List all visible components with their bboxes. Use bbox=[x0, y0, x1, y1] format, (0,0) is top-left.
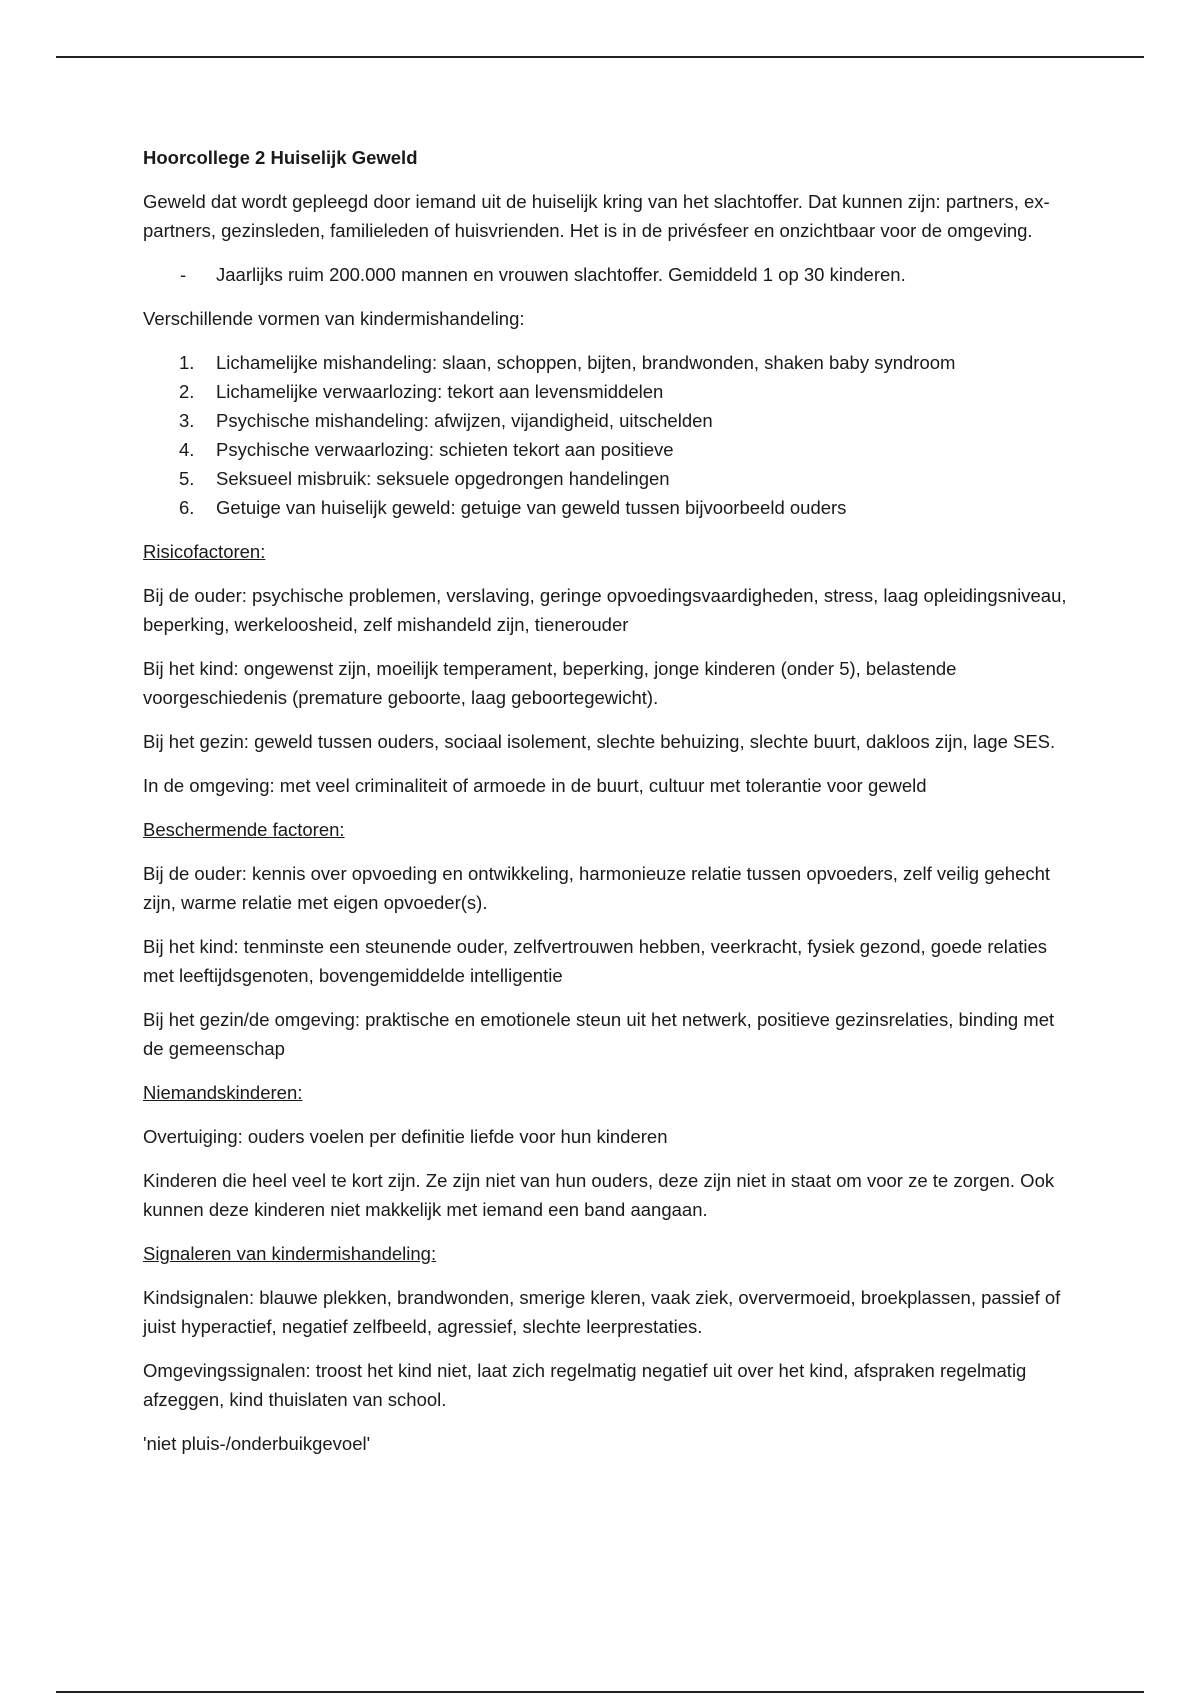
dash-bullet: - bbox=[180, 264, 187, 285]
list-item bbox=[143, 348, 1073, 377]
list-number: 1. bbox=[179, 352, 195, 373]
section-heading-risk: Risicofactoren: bbox=[143, 541, 266, 562]
list-number: 6. bbox=[179, 497, 195, 518]
intro-paragraph: Geweld dat wordt gepleegd door iemand uit de huiselijk kring van het slachtoffer. Dat kunnen zijn: partners, ex-partners, gezinsleden, familieleden of huisvrienden. Het is in de privésfeer en onzichtbaar voor de omgeving. bbox=[143, 191, 1050, 241]
section-heading-niemandskinderen: Niemandskinderen: bbox=[143, 1082, 303, 1103]
header-rule bbox=[56, 56, 1144, 58]
bullet-list bbox=[143, 260, 1073, 289]
list-item-text: Lichamelijke mishandeling: slaan, schoppen, bijten, brandwonden, shaken baby syndroom bbox=[216, 352, 956, 373]
list-item-text: Getuige van huiselijk geweld: getuige van geweld tussen bijvoorbeeld ouders bbox=[216, 497, 847, 518]
list-item-text: Jaarlijks ruim 200.000 mannen en vrouwen slachtoffer. Gemiddeld 1 op 30 kinderen. bbox=[216, 264, 906, 285]
paragraph: Bij de ouder: kennis over opvoeding en ontwikkeling, harmonieuze relatie tussen opvoeders, zelf veilig gehecht zijn, warme relatie met eigen opvoeder(s). bbox=[143, 863, 1051, 913]
list-number: 2. bbox=[179, 381, 195, 402]
list-number: 4. bbox=[179, 439, 195, 460]
list-item bbox=[143, 493, 1073, 522]
paragraph: Kinderen die heel veel te kort zijn. Ze zijn niet van hun ouders, deze zijn niet in staat om voor ze te zorgen. Ook kunnen deze kinderen niet makkelijk met iemand een band aangaan. bbox=[143, 1170, 1055, 1220]
list-item-text: Lichamelijke verwaarlozing: tekort aan levensmiddelen bbox=[216, 381, 664, 402]
paragraph: Omgevingssignalen: troost het kind niet, laat zich regelmatig negatief uit over het kind, afspraken regelmatig afzeggen, kind thuislaten van school. bbox=[143, 1360, 1027, 1410]
paragraph: In de omgeving: met veel criminaliteit of armoede in de buurt, cultuur met tolerantie voor geweld bbox=[143, 775, 927, 796]
paragraph: Bij het gezin: geweld tussen ouders, sociaal isolement, slechte behuizing, slechte buurt, dakloos zijn, lage SES. bbox=[143, 731, 1056, 752]
section-heading-protective: Beschermende factoren: bbox=[143, 819, 345, 840]
section-heading-signals: Signaleren van kindermishandeling: bbox=[143, 1243, 437, 1264]
list-number: 5. bbox=[179, 468, 195, 489]
list-item bbox=[143, 260, 1073, 289]
paragraph: Bij het kind: ongewenst zijn, moeilijk temperament, beperking, jonge kinderen (onder 5), belastende voorgeschiedenis (premature geboorte, laag geboortegewicht). bbox=[143, 658, 957, 708]
forms-list bbox=[143, 348, 1073, 522]
list-item bbox=[143, 435, 1073, 464]
paragraph: Overtuiging: ouders voelen per definitie liefde voor hun kinderen bbox=[143, 1126, 668, 1147]
list-item bbox=[143, 406, 1073, 435]
forms-intro: Verschillende vormen van kindermishandeling: bbox=[143, 308, 525, 329]
list-item-text: Psychische verwaarlozing: schieten tekort aan positieve bbox=[216, 439, 674, 460]
document-body bbox=[143, 143, 1073, 1473]
list-item-text: Psychische mishandeling: afwijzen, vijandigheid, uitschelden bbox=[216, 410, 713, 431]
paragraph: Bij de ouder: psychische problemen, verslaving, geringe opvoedingsvaardigheden, stress, laag opleidingsniveau, beperking, werkeloosheid, zelf mishandeld zijn, tienerouder bbox=[143, 585, 1067, 635]
list-item-text: Seksueel misbruik: seksuele opgedrongen handelingen bbox=[216, 468, 670, 489]
paragraph: Bij het kind: tenminste een steunende ouder, zelfvertrouwen hebben, veerkracht, fysiek gezond, goede relaties met leeftijdsgenoten, bovengemiddelde intelligentie bbox=[143, 936, 1047, 986]
paragraph: Bij het gezin/de omgeving: praktische en emotionele steun uit het netwerk, positieve gezinsrelaties, binding met de gemeenschap bbox=[143, 1009, 1055, 1059]
paragraph: 'niet pluis-/onderbuikgevoel' bbox=[143, 1433, 371, 1454]
paragraph: Kindsignalen: blauwe plekken, brandwonden, smerige kleren, vaak ziek, oververmoeid, broekplassen, passief of juist hyperactief, negatief zelfbeeld, agressief, slechte leerprestaties. bbox=[143, 1287, 1061, 1337]
footer-rule bbox=[56, 1691, 1144, 1693]
list-number: 3. bbox=[179, 410, 195, 431]
list-item bbox=[143, 464, 1073, 493]
list-item bbox=[143, 377, 1073, 406]
document-title: Hoorcollege 2 Huiselijk Geweld bbox=[143, 147, 418, 168]
